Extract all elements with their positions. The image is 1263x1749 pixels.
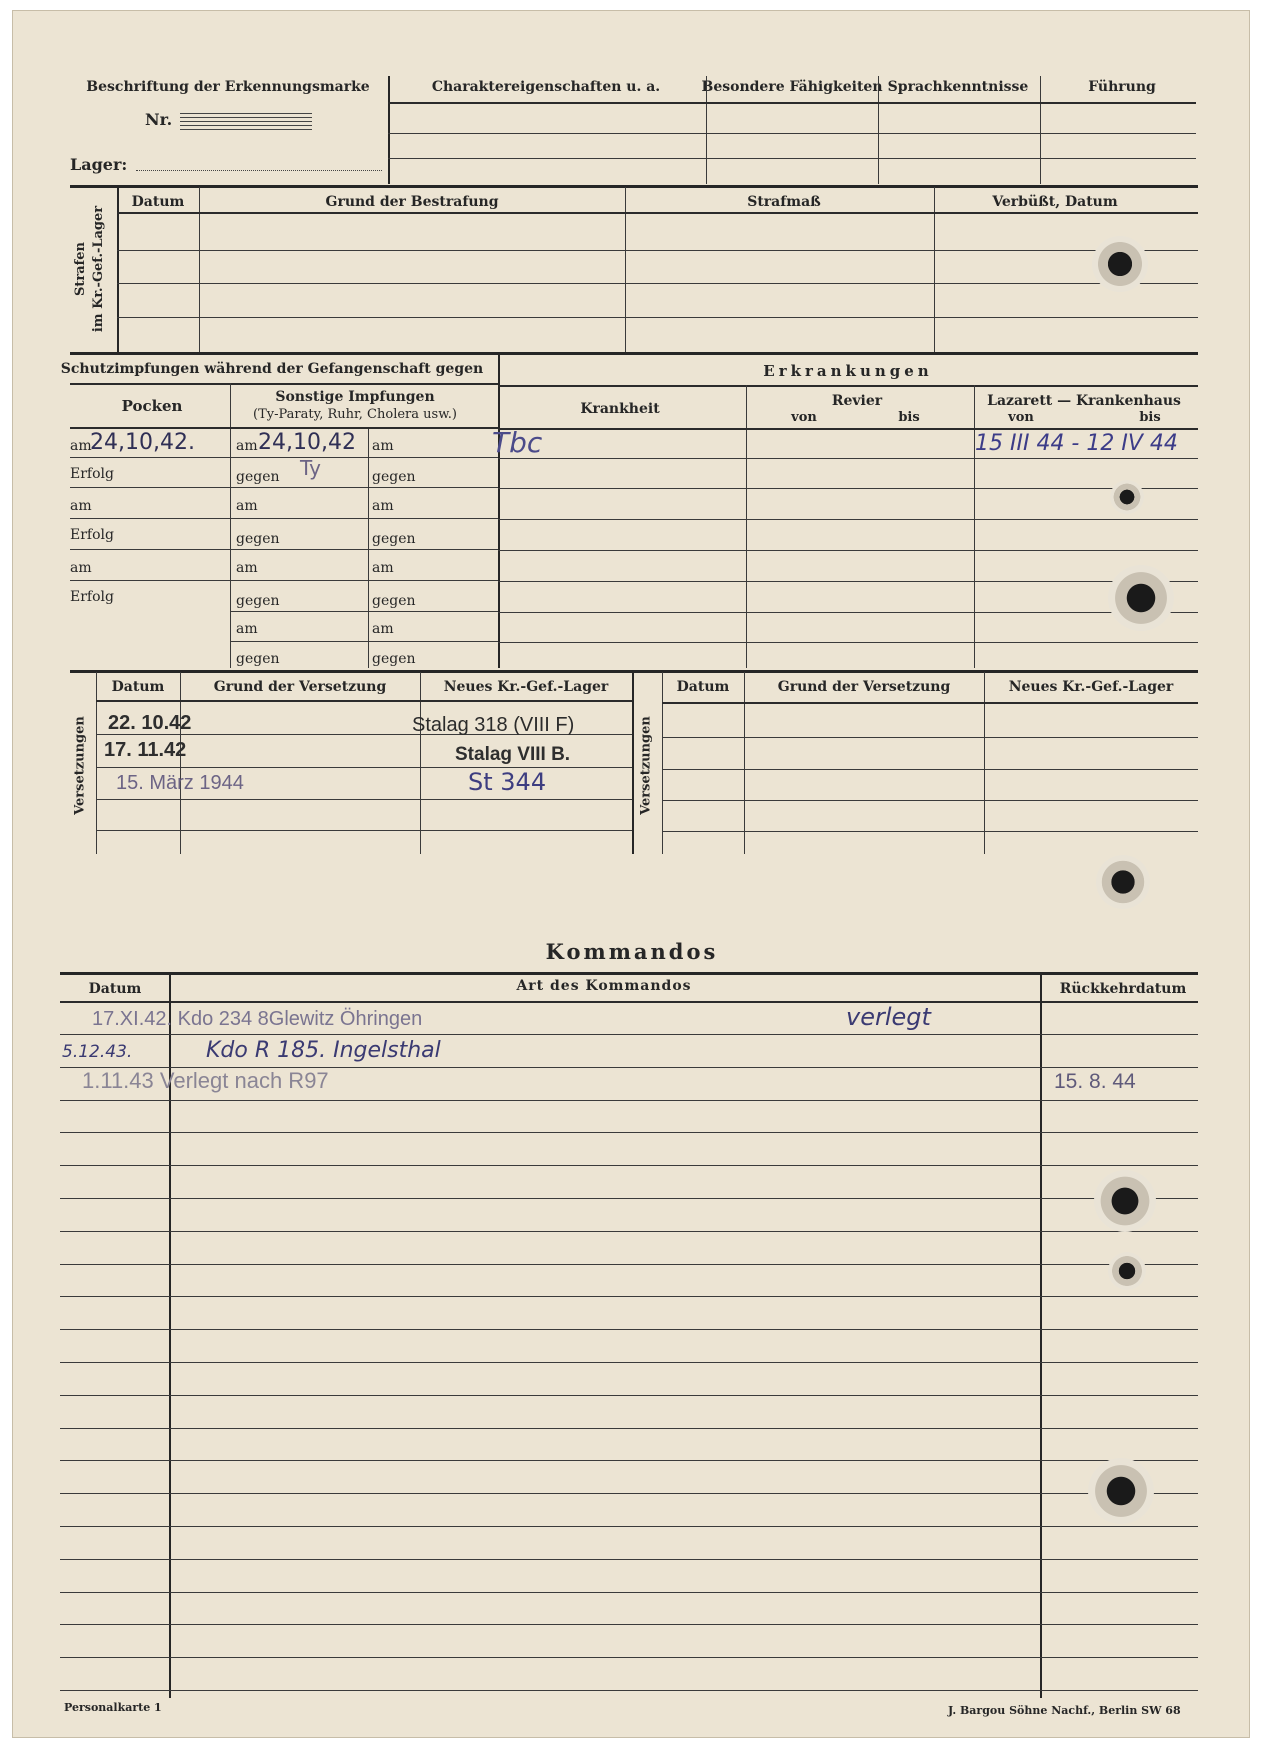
sonstige-date-entry: 24,10,42 [258, 430, 356, 455]
footer-left: Personalkarte 1 [64, 1701, 162, 1714]
versetzungen-side-label-left: Versetzungen [72, 716, 88, 815]
erkrankungen-rule [498, 550, 1198, 551]
sonstige-gegen-2b: gegen [372, 531, 416, 547]
sonstige-am-3: am [236, 560, 258, 576]
faehigkeiten-label: Besondere Fähigkeiten [701, 79, 883, 95]
kommandos-col-art: Art des Kommandos [516, 978, 692, 994]
nr-label: Nr. [145, 110, 173, 129]
strafen-col-datum: Datum [131, 194, 185, 210]
erkrankungen-rule [498, 428, 1198, 430]
impfungen-rule [70, 427, 498, 429]
kommandos-row-line [60, 1690, 1198, 1691]
kommandos-row-line [60, 1428, 1198, 1429]
kommandos-row-line [60, 1329, 1198, 1330]
erkrankungen-col-revier: Revier [831, 393, 883, 409]
kommandos-row-line [60, 1526, 1198, 1527]
versetzungen-rule [662, 800, 1198, 801]
header-rule [388, 158, 1196, 159]
pocken-erfolg-1: Erfolg [70, 466, 114, 482]
kommandos-row-line [60, 1493, 1198, 1494]
punch-hole [1094, 1170, 1156, 1232]
versetzung-lager-2: Stalag VIII B. [455, 744, 571, 765]
erkrankungen-rule [498, 612, 1198, 613]
erkrankungen-col-krankheit: Krankheit [580, 401, 660, 417]
punch-hole [1110, 480, 1144, 514]
strafen-col-grund: Grund der Bestrafung [325, 194, 499, 210]
impfungen-col-pocken: Pocken [121, 397, 183, 415]
strafen-rule [117, 250, 1198, 251]
personalkarte-card [12, 10, 1250, 1738]
charakter-label: Charaktereigenschaften u. a. [431, 79, 661, 95]
kommandos-row-line [60, 1624, 1198, 1625]
nr-lines [180, 113, 312, 133]
kommandos-row-line [60, 1296, 1198, 1297]
kommandos-row-line [60, 1264, 1198, 1265]
sonstige-gegen-entry: Ty [300, 456, 321, 480]
impfungen-col-sonstige: Sonstige Impfungen [275, 389, 435, 405]
kommandos-row-line [60, 1460, 1198, 1461]
punch-hole [1092, 236, 1148, 292]
versetzungen-divider [662, 672, 663, 854]
impfungen-title: Schutzimpfungen während der Gefangenschaft gegen [60, 361, 484, 377]
lazarett-bis: bis [1139, 410, 1161, 425]
impfungen-rule [70, 518, 498, 519]
header-divider [706, 76, 707, 184]
impfungen-rule [70, 383, 498, 385]
kommandos-title: Kommandos [545, 939, 719, 964]
strafen-rule [117, 317, 1198, 318]
versetzungen-rule [96, 799, 632, 800]
versetzung-lager-1: Stalag 318 (VIII F) [412, 714, 575, 736]
kommandos-col-rueckkehr: Rückkehrdatum [1059, 981, 1187, 997]
header-rule [388, 102, 1196, 104]
sonstige-gegen-4: gegen [236, 651, 280, 667]
sonstige-gegen-3b: gegen [372, 593, 416, 609]
kommando-row-3-rueckkehr: 15. 8. 44 [1054, 1070, 1136, 1093]
pocken-date-entry: 24,10,42. [90, 430, 195, 455]
impfungen-divider [368, 428, 369, 668]
sonstige-gegen-4b: gegen [372, 651, 416, 667]
strafen-side-line-2: im Kr.-Gef.-Lager [91, 205, 106, 333]
versetzungen-col-datum-r: Datum [676, 679, 730, 695]
versetzungen-rule [96, 700, 632, 702]
section-rule [70, 185, 1198, 188]
versetzung-datum-2: 17. 11.42 [104, 739, 187, 761]
footer-right: J. Bargou Söhne Nachf., Berlin SW 68 [948, 1704, 1181, 1717]
erkrankungen-col-lazarett: Lazarett — Krankenhaus [987, 393, 1181, 409]
erkennungsmarke-label: Beschriftung der Erkennungsmarke [86, 79, 370, 95]
sonstige-am-3b: am [372, 560, 394, 576]
kommandos-rule [60, 1001, 1198, 1003]
strafen-side-line-1: Strafen [73, 242, 88, 296]
kommandos-col-datum: Datum [88, 981, 142, 997]
kommandos-row-line [60, 1198, 1198, 1199]
punch-hole [1088, 1458, 1154, 1524]
erkrankungen-rule [498, 581, 1198, 582]
versetzungen-rule [662, 831, 1198, 832]
kommandos-rule [60, 972, 1198, 975]
versetzungen-col-lager: Neues Kr.-Gef.-Lager [443, 679, 609, 695]
pocken-am-2: am [70, 498, 92, 514]
versetzungen-rule [96, 767, 632, 768]
erkrankungen-rule [498, 458, 1198, 459]
revier-bis: bis [898, 410, 920, 425]
sonstige-am-4: am [236, 621, 258, 637]
versetzungen-col-datum: Datum [111, 679, 165, 695]
sonstige-am-4b: am [372, 621, 394, 637]
sprachkenntnisse-label: Sprachkenntnisse [887, 79, 1029, 95]
impfungen-rule [230, 641, 498, 642]
header-divider [878, 76, 879, 184]
kommandos-row-line [60, 1100, 1198, 1101]
lager-dotted-line [136, 170, 382, 171]
strafen-side-label [72, 199, 108, 339]
erkrankungen-rule [498, 385, 1198, 387]
punch-hole [1108, 1252, 1146, 1290]
versetzungen-divider [744, 672, 745, 854]
sonstige-am-2b: am [372, 498, 394, 514]
punch-hole [1108, 565, 1174, 631]
impfungen-rule [70, 487, 498, 488]
versetzungen-divider [984, 672, 985, 854]
punch-hole [1096, 855, 1150, 909]
kommandos-row-line [60, 1657, 1198, 1658]
kommandos-row-line [60, 1132, 1198, 1133]
section-rule [70, 670, 1198, 673]
versetzungen-rule [662, 769, 1198, 770]
versetzungen-divider [632, 672, 634, 854]
kommando-row-2-text: Kdo R 185. Ingelsthal [206, 1038, 441, 1063]
sonstige-am-1: am [236, 438, 258, 454]
lazarett-von: von [1008, 410, 1034, 425]
kommando-row-3-text: 1.11.43 Verlegt nach R97 [82, 1068, 329, 1093]
lazarett-entry: 15 III 44 - 12 IV 44 [975, 431, 1178, 456]
versetzungen-side-label-right: Versetzungen [638, 716, 654, 815]
kommandos-row-line [60, 1165, 1198, 1166]
kommando-row-2-datum: 5.12.43. [62, 1042, 133, 1062]
kommandos-row-line [60, 1231, 1198, 1232]
versetzungen-col-grund-r: Grund der Versetzung [777, 679, 951, 695]
header-divider [388, 76, 390, 184]
versetzungen-col-grund: Grund der Versetzung [213, 679, 387, 695]
kommandos-row-line [60, 1034, 1198, 1035]
kommandos-divider [1040, 975, 1042, 1698]
erkrankungen-rule [498, 488, 1198, 489]
strafen-rule [117, 212, 1198, 214]
versetzungen-rule [662, 702, 1198, 704]
sonstige-am-2: am [236, 498, 258, 514]
sonstige-gegen-3: gegen [236, 593, 280, 609]
versetzungen-rule [662, 737, 1198, 738]
pocken-erfolg-3: Erfolg [70, 589, 114, 605]
header-rule [388, 133, 1196, 134]
kommandos-row-line [60, 1362, 1198, 1363]
erkrankungen-title: Erkrankungen [763, 362, 933, 380]
lager-label: Lager: [70, 155, 128, 174]
versetzung-datum-3: 15. März 1944 [116, 772, 244, 794]
kommando-row-1-note: verlegt [846, 1003, 931, 1031]
revier-von: von [791, 410, 817, 425]
kommandos-row-line [60, 1559, 1198, 1560]
versetzungen-rule [96, 830, 632, 831]
pocken-am-1: am [70, 438, 92, 454]
kommandos-row-line [60, 1592, 1198, 1593]
kommando-row-1-text: 17.XI.42. Kdo 234 8Glewitz Öhringen [92, 1008, 423, 1030]
versetzungen-col-lager-r: Neues Kr.-Gef.-Lager [1008, 679, 1174, 695]
erkrankungen-rule [498, 519, 1198, 520]
impfungen-rule [70, 549, 498, 550]
impfungen-rule [230, 611, 498, 612]
versetzung-lager-3: St 344 [468, 768, 547, 796]
versetzung-datum-1: 22. 10.42 [108, 712, 192, 734]
strafen-rule [117, 283, 1198, 284]
krankheit-entry: Tbc [492, 426, 543, 459]
sonstige-am-1b: am [372, 438, 394, 454]
strafen-col-strafmass: Strafmaß [747, 194, 821, 210]
kommandos-row-line [60, 1395, 1198, 1396]
impfungen-divider [230, 383, 231, 668]
sonstige-gegen-1b: gegen [372, 469, 416, 485]
impfungen-rule [70, 580, 498, 581]
impfungen-divider [498, 354, 500, 668]
impfungen-rule [70, 457, 498, 458]
impfungen-col-sonstige-note: (Ty-Paraty, Ruhr, Cholera usw.) [253, 407, 457, 422]
pocken-am-3: am [70, 560, 92, 576]
fuehrung-label: Führung [1088, 79, 1156, 95]
sonstige-gegen-2: gegen [236, 531, 280, 547]
section-rule [70, 352, 1198, 355]
sonstige-gegen-1: gegen [236, 469, 280, 485]
header-divider [1040, 76, 1041, 184]
strafen-col-verbuesst: Verbüßt, Datum [992, 194, 1118, 210]
pocken-erfolg-2: Erfolg [70, 527, 114, 543]
erkrankungen-rule [498, 642, 1198, 643]
